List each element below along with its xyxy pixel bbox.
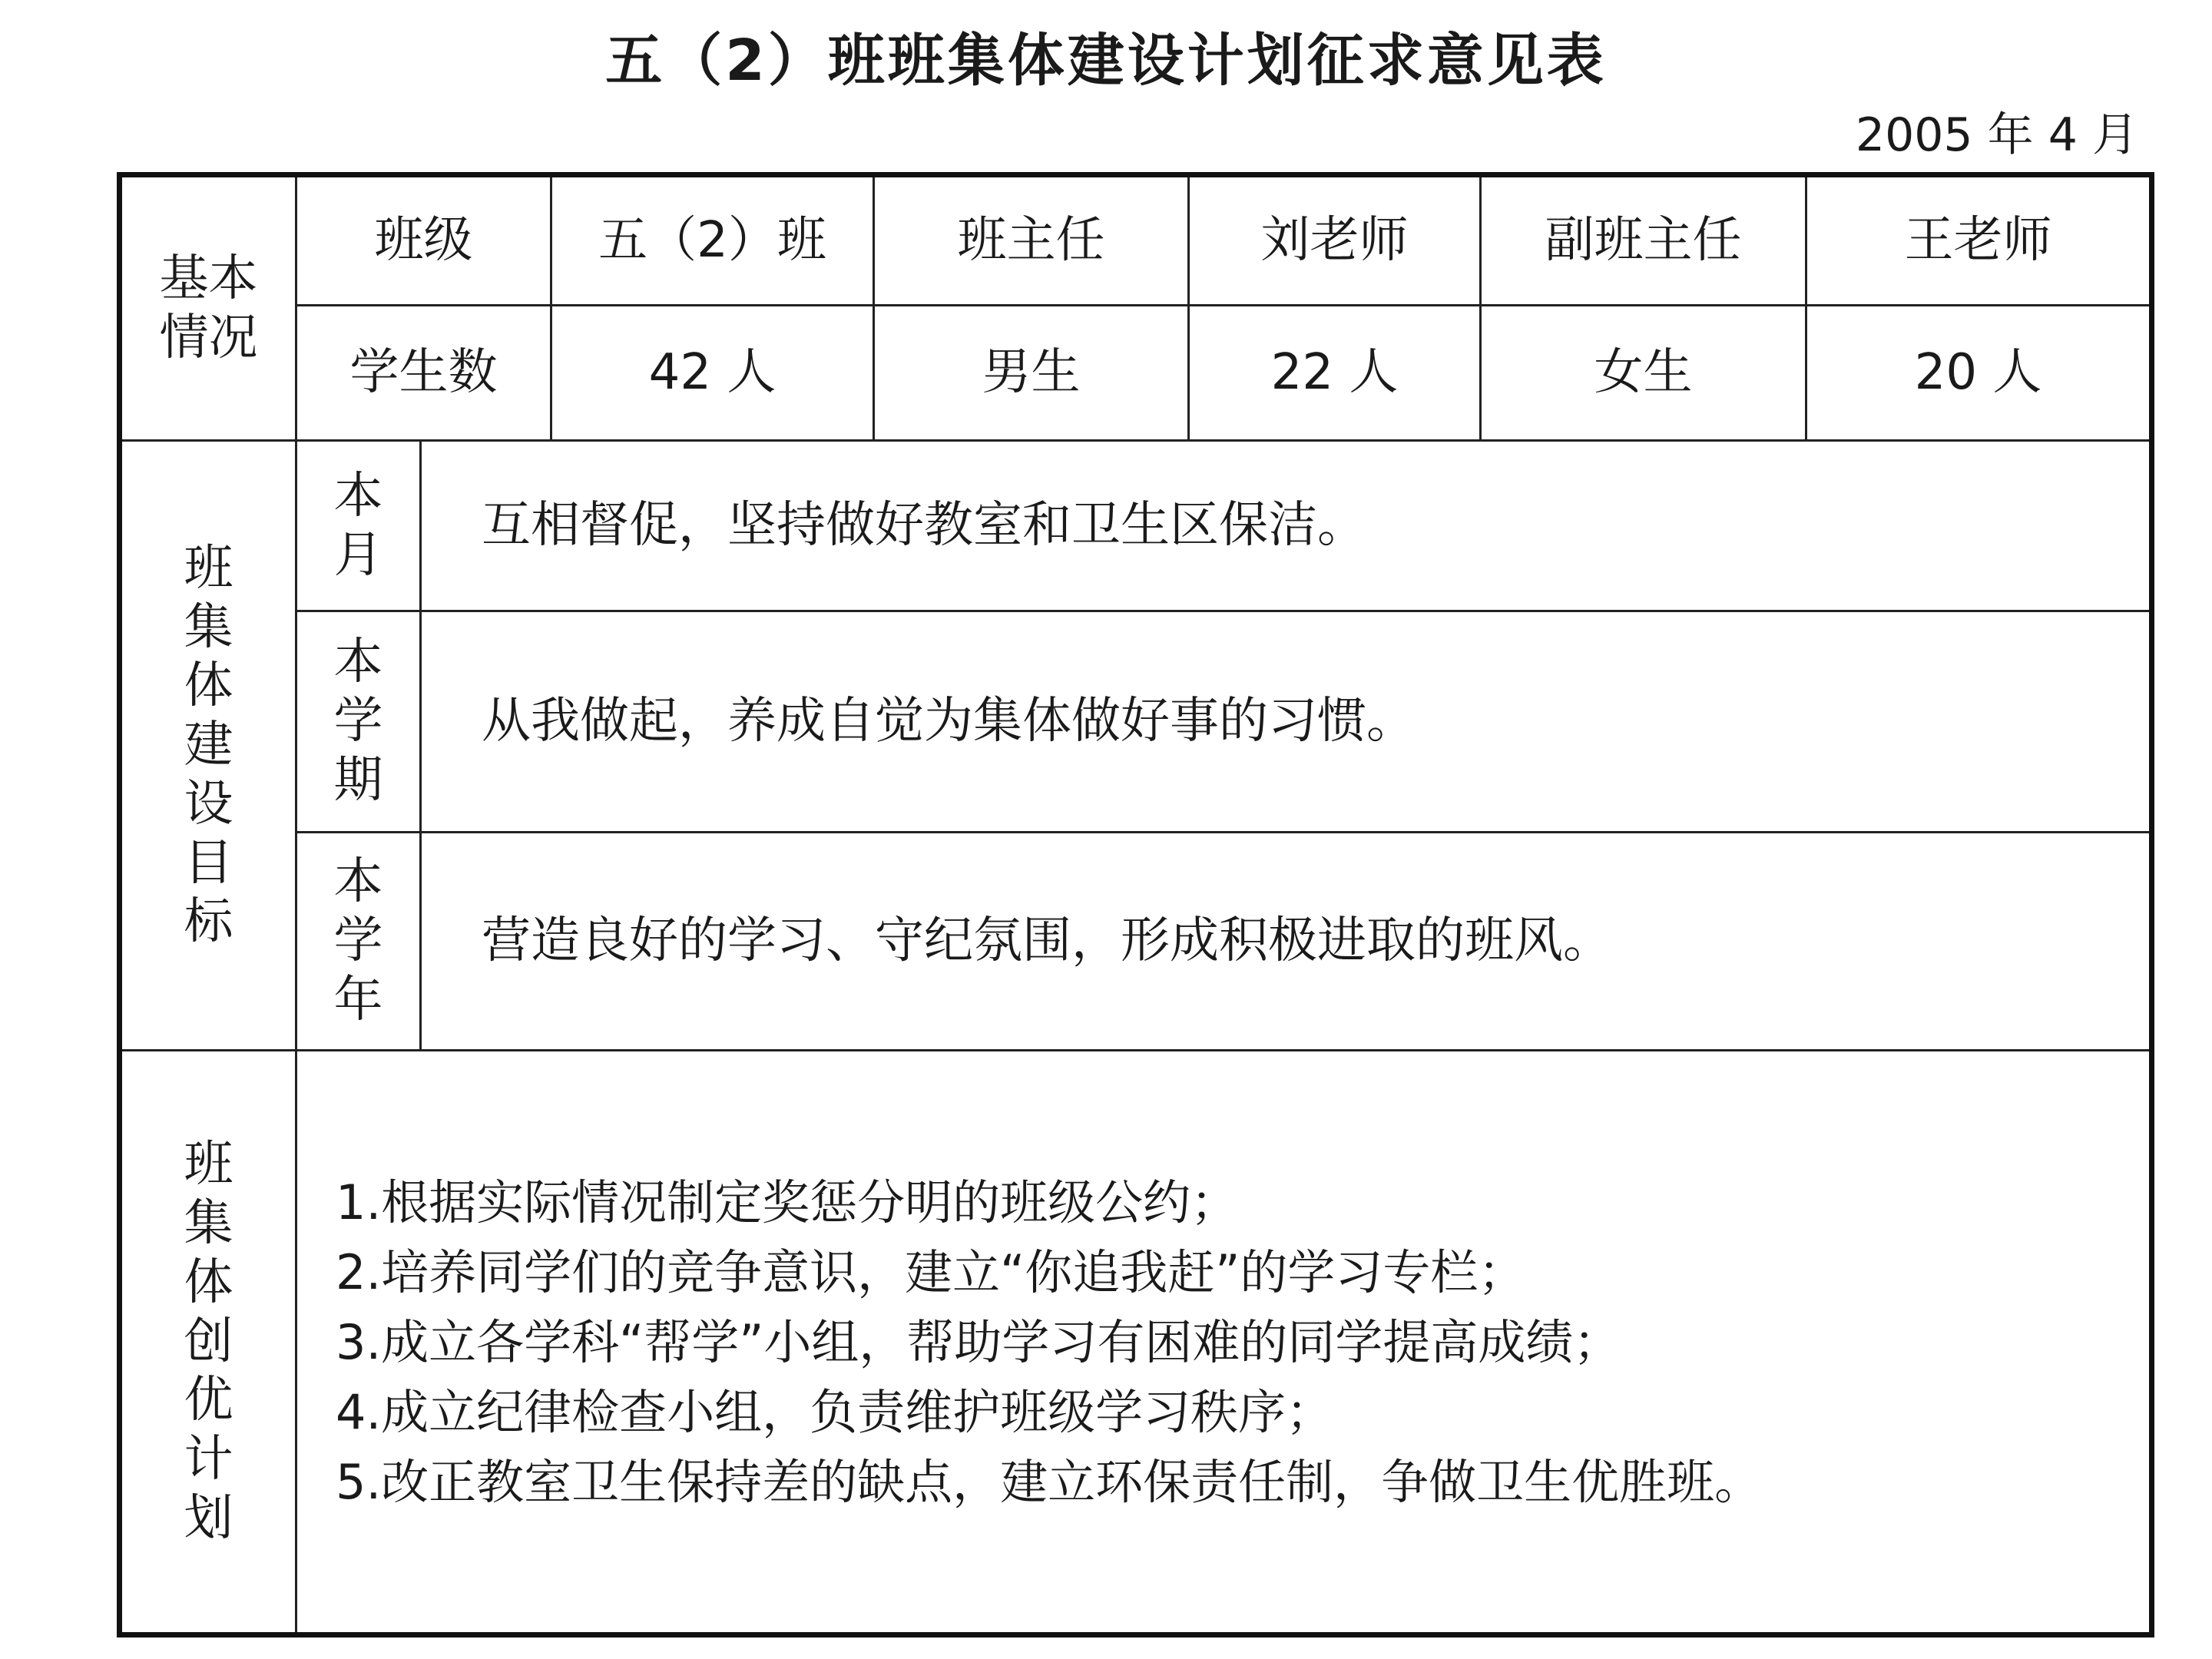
plan-item: 4.成立纪律检查小组，负责维护班级学习秩序； (336, 1383, 1334, 1440)
class-label: 班级 (296, 175, 551, 306)
basic-info-row-1 (120, 175, 2152, 306)
girls-value: 20 人 (1806, 306, 2152, 441)
plan-row (120, 1051, 2152, 1635)
goal-text-month: 互相督促，坚持做好教室和卫生区保洁。 (421, 441, 2152, 611)
opinion-form-table (117, 172, 2154, 1637)
plan-item: 2.培养同学们的竞争意识，建立“你追我赶”的学习专栏； (336, 1243, 1526, 1300)
deputy-head-teacher-label: 副班主任 (1481, 175, 1806, 306)
basic-info-row-2 (120, 306, 2152, 441)
student-count-label: 学生数 (296, 306, 551, 441)
page-title: 五（2）班班集体建设计划征求意见表 (605, 28, 1607, 94)
goal-text-school-year: 营造良好的学习、守纪氛围，形成积极进取的班风。 (421, 833, 2152, 1051)
goal-period-school-year: 本 学 年 (296, 833, 421, 1051)
class-value: 五（2）班 (551, 175, 874, 306)
plan-label: 班 集 体 创 优 计 划 (120, 1051, 296, 1635)
goal-row-semester (120, 611, 2152, 833)
plan-item: 1.根据实际情况制定奖惩分明的班级公约； (336, 1174, 1239, 1230)
goal-period-semester: 本 学 期 (296, 611, 421, 833)
head-teacher-value: 刘老师 (1189, 175, 1481, 306)
deputy-head-teacher-value: 王老师 (1806, 175, 2152, 306)
plan-content (296, 1051, 2152, 1635)
plan-item: 3.成立各学科“帮学”小组，帮助学习有困难的同学提高成绩； (336, 1313, 1621, 1370)
student-count-value: 42 人 (551, 306, 874, 441)
basic-info-label: 基本 情况 (120, 175, 296, 441)
goal-period-month: 本 月 (296, 441, 421, 611)
girls-label: 女生 (1481, 306, 1806, 441)
head-teacher-label: 班主任 (874, 175, 1189, 306)
boys-value: 22 人 (1189, 306, 1481, 441)
goal-row-school-year (120, 833, 2152, 1051)
plan-item: 5.改正教室卫生保持差的缺点，建立环保责任制，争做卫生优胜班。 (336, 1453, 1763, 1510)
goals-label: 班 集 体 建 设 目 标 (120, 441, 296, 1051)
goal-row-month (120, 441, 2152, 611)
goal-text-semester: 从我做起，养成自觉为集体做好事的习惯。 (421, 611, 2152, 833)
form-date: 2005 年 4 月 (1855, 108, 2138, 162)
plan-list (336, 1167, 2149, 1517)
boys-label: 男生 (874, 306, 1189, 441)
